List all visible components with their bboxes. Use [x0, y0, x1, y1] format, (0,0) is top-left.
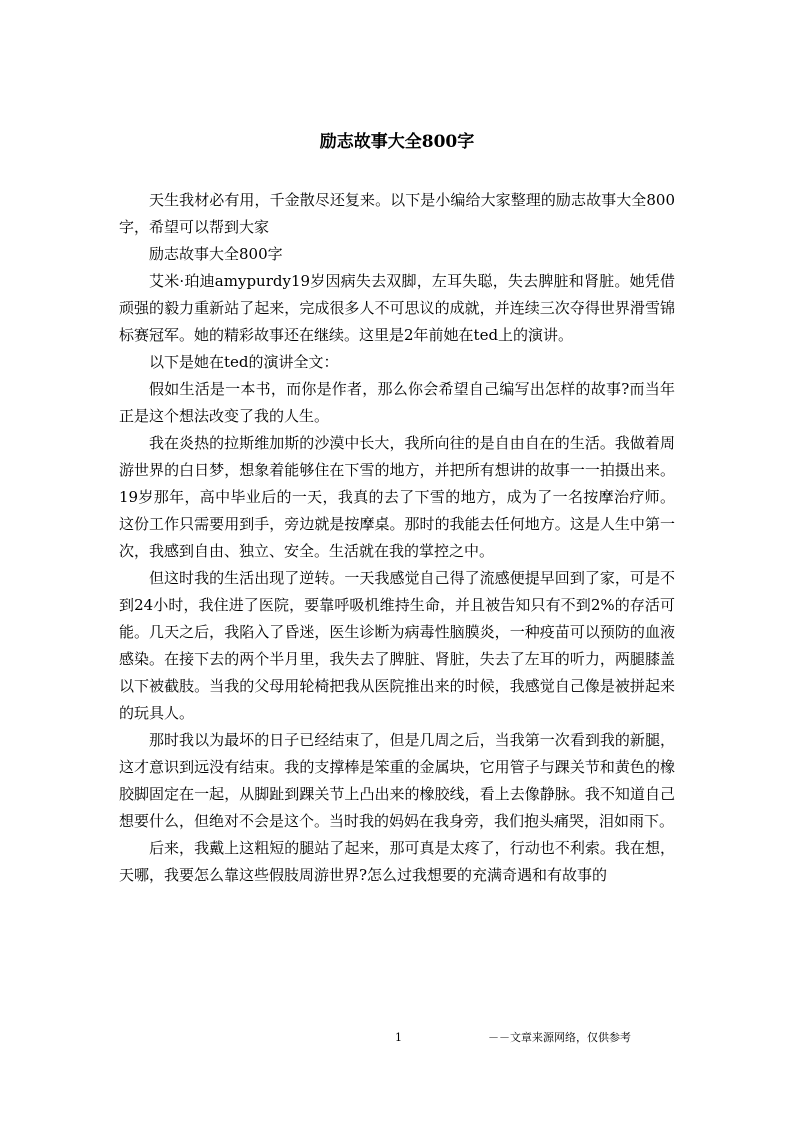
paragraph-intro: 天生我材必有用，千金散尽还复来。以下是小编给大家整理的励志故事大全800字，希望可以帮到大家 — [119, 191, 675, 236]
paragraph: 假如生活是一本书，而你是作者，那么你会希望自己编写出怎样的故事?而当年正是这个想法改变了我的人生。 — [119, 380, 675, 425]
source-note: －－文章来源网络，仅供参考 — [488, 1031, 631, 1044]
paragraph: 那时我以为最坏的日子已经结束了，但是几周之后，当我第一次看到我的新腿，这才意识到远没有结束。我的支撑棒是笨重的金属块，它用管子与踝关节和黄色的橡胶脚固定在一起，从脚趾到踝关节上凸出来的橡胶线，看上去像静脉。我不知道自己想要什么，但绝对不会是这个。当时我的妈妈在我身旁，我们抱头痛哭，泪如雨下。 — [119, 731, 675, 830]
page-number: 1 — [395, 1031, 402, 1044]
document-body — [119, 187, 675, 889]
paragraph: 后来，我戴上这粗短的腿站了起来，那可真是太疼了，行动也不利索。我在想，天哪，我要怎么靠这些假肢周游世界?怎么过我想要的充满奇遇和有故事的 — [119, 839, 675, 884]
paragraph: 艾米·珀迪amypurdy19岁因病失去双脚，左耳失聪，失去脾脏和肾脏。她凭借顽强的毅力重新站了起来，完成很多人不可思议的成就，并连续三次夺得世界滑雪锦标赛冠军。她的精彩故事还在继续。这里是2年前她在ted上的演讲。 — [119, 272, 675, 344]
paragraph: 我在炎热的拉斯维加斯的沙漠中长大，我所向往的是自由自在的生活。我做着周游世界的白日梦，想象着能够住在下雪的地方，并把所有想讲的故事一一拍摄出来。19岁那年，高中毕业后的一天，我真的去了下雪的地方，成为了一名按摩治疗师。这份工作只需要用到手，旁边就是按摩桌。那时的我能去任何地方。这是人生中第一次，我感到自由、独立、安全。生活就在我的掌控之中。 — [119, 434, 675, 560]
paragraph-subheading: 励志故事大全800字 — [149, 245, 283, 263]
page-footer — [0, 1030, 794, 1046]
document-title: 励志故事大全800字 — [319, 132, 475, 152]
paragraph: 以下是她在ted的演讲全文： — [149, 353, 339, 371]
paragraph: 但这时我的生活出现了逆转。一天我感觉自己得了流感便提早回到了家，可是不到24小时，我住进了医院，要靠呼吸机维持生命，并且被告知只有不到2%的存活可能。几天之后，我陷入了昏迷，医生诊断为病毒性脑膜炎，一种疫苗可以预防的血液感染。在接下去的两个半月里，我失去了脾脏、肾脏，失去了左耳的听力，两腿膝盖以下被截肢。当我的父母用轮椅把我从医院推出来的时候，我感觉自己像是被拼起来的玩具人。 — [119, 569, 675, 722]
